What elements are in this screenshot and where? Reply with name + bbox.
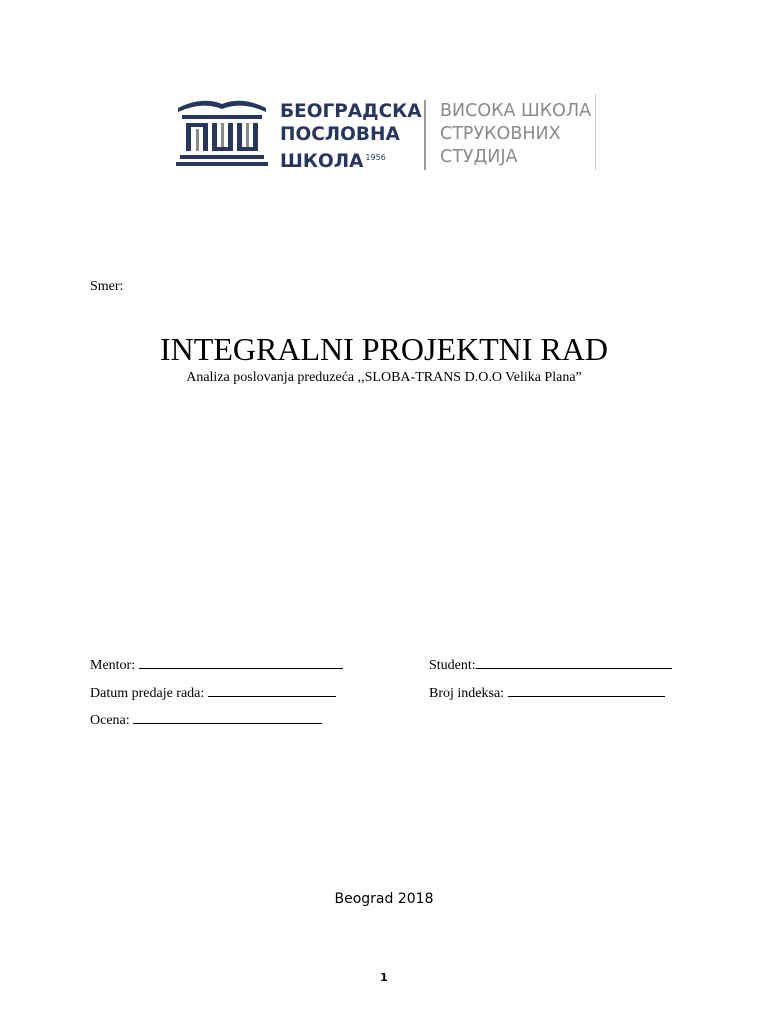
document-title: INTEGRALNI PROJEKTNI RAD bbox=[160, 331, 608, 367]
broj-indeksa-label: Broj indeksa: bbox=[429, 686, 505, 701]
logo-divider bbox=[424, 100, 426, 170]
ocena-blank-line bbox=[133, 711, 322, 724]
logo-subtitle-line-2: СТРУКОВНИХ bbox=[440, 124, 561, 144]
datum-blank-line bbox=[208, 684, 336, 697]
school-logo bbox=[172, 92, 602, 174]
city-year: Beograd 2018 bbox=[334, 891, 434, 907]
logo-subtitle-line-1: ВИСОКА ШКОЛА bbox=[440, 101, 592, 121]
logo-subtitle-line-3: СТУДИЈА bbox=[440, 147, 518, 167]
datum-label: Datum predaje rada: bbox=[90, 686, 205, 701]
logo-line-3 bbox=[280, 146, 422, 173]
mentor-label: Mentor: bbox=[90, 658, 136, 673]
logo-subtitle bbox=[440, 100, 591, 169]
broj-indeksa-field bbox=[429, 684, 665, 702]
datum-field bbox=[90, 684, 336, 702]
logo-school-name bbox=[280, 100, 422, 173]
logo-right-divider bbox=[595, 94, 596, 170]
logo-line-2: ПОСЛОВНА bbox=[280, 124, 400, 145]
smer-label: Smer: bbox=[90, 279, 124, 294]
page-number: 1 bbox=[380, 971, 388, 984]
logo-line-1: БЕОГРАДСКА bbox=[280, 101, 422, 122]
student-label: Student: bbox=[429, 658, 476, 673]
logo-year: 1956 bbox=[365, 153, 386, 162]
ocena-field bbox=[90, 711, 322, 729]
school-emblem-icon bbox=[172, 96, 272, 168]
ocena-label: Ocena: bbox=[90, 713, 130, 728]
document-subtitle: Analiza poslovanja preduzeća ,,SLOBA-TRANS D.O.O Velika Plana” bbox=[186, 370, 582, 385]
mentor-field bbox=[90, 656, 343, 674]
broj-indeksa-blank-line bbox=[508, 684, 665, 697]
logo-line-3-text: ШКОЛА bbox=[280, 151, 364, 173]
student-blank-line bbox=[476, 656, 672, 669]
student-field bbox=[429, 656, 672, 674]
mentor-blank-line bbox=[139, 656, 343, 669]
